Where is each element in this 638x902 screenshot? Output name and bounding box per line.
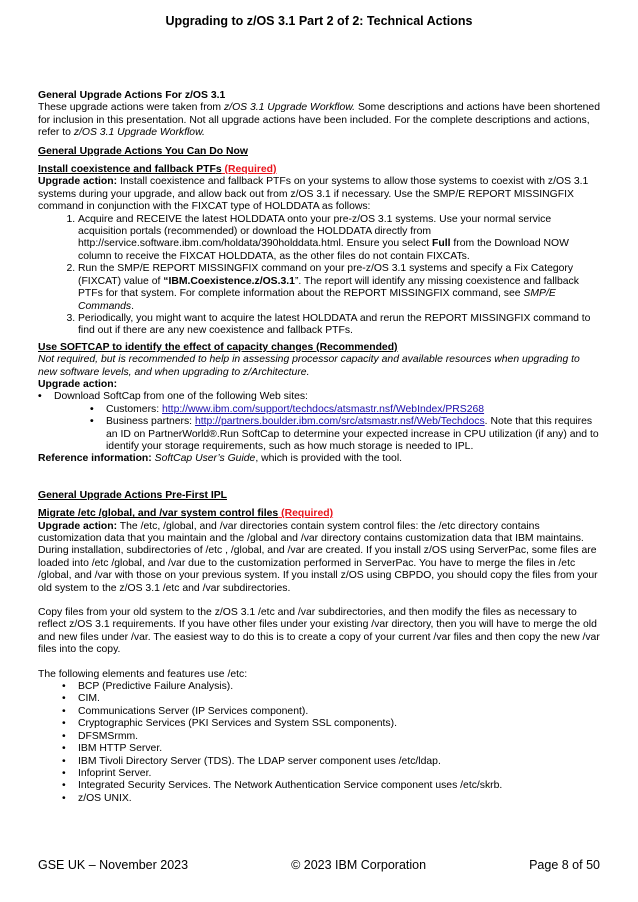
list-item: • Download SoftCap from one of the following Web sites: • Customers: http://www.ibm.com/support/techdocs/atsmastr.nsf/WebIndex/PRS268 • Business partners: http://partners.boulder.ibm.com/src/atsmastr.nsf/Web/Techdocs. Note that this requires an ID on PartnerWorld®.Run SoftCap to determine your expected increase in CPU utilization (if any) and to identify your storage requirements, such as how much storage is needed to IPL.: [38, 391, 600, 453]
list-item: • CIM.: [62, 693, 600, 705]
footer-page-number: Page 8 of 50: [529, 858, 600, 872]
do-now-heading: General Upgrade Actions You Can Do Now: [38, 145, 248, 157]
list-item: 2. Run the SMP/E REPORT MISSINGFIX command on your pre-z/OS 3.1 systems and specify a Fix Category (FIXCAT) value of “IBM.Coexistence.z/OS.3.1”. The report will identify any missing coexistence and fallback PTFs for that system. For complete information about the REPORT MISSINGFIX command, see SMP/E Commands.: [78, 263, 600, 313]
list-item: • Infoprint Server.: [62, 768, 600, 780]
document-body: [38, 90, 600, 805]
list-item: • IBM Tivoli Directory Server (TDS). The LDAP server component uses /etc/ldap.: [62, 756, 600, 768]
etc-list-intro: The following elements and features use /etc:: [38, 668, 248, 680]
list-item: 3. Periodically, you might want to acquire the latest HOLDDATA and rerun the REPORT MISSINGFIX command to find out if there are any new coexistence and fallback PTFs.: [78, 313, 600, 338]
softcap-list: [38, 391, 600, 453]
list-item: • IBM HTTP Server.: [62, 743, 600, 755]
page-header: Upgrading to z/OS 3.1 Part 2 of 2: Technical Actions: [165, 14, 473, 28]
coexist-steps: [38, 214, 600, 338]
list-item: • Cryptographic Services (PKI Services and System SSL components).: [62, 718, 600, 730]
partners-link[interactable]: http://partners.boulder.ibm.com/src/atsmastr.nsf/Web/Techdocs: [194, 416, 485, 428]
coexist-action: Upgrade action: Install coexistence and fallback PTFs on your systems to allow those systems to coexist with z/OS 3.1 systems during your upgrade, and allow back out from z/OS 3.1 if necessary. Use the SMP/E REPORT MISSINGFIX command in conjunction with the FIXCAT type of HOLDDATA as follows:: [38, 176, 589, 213]
list-item: • BCP (Predictive Failure Analysis).: [62, 681, 600, 693]
intro-paragraph: These upgrade actions were taken from z/OS 3.1 Upgrade Workflow. Some descriptions and actions have been shortened for inclusion in this presentation. Not all upgrade actions have been included. For the complete descriptions and actions, refer to z/OS 3.1 Upgrade Workflow.: [38, 102, 600, 139]
customers-link[interactable]: http://www.ibm.com/support/techdocs/atsmastr.nsf/WebIndex/PRS268: [162, 403, 485, 415]
pre-ipl-heading: General Upgrade Actions Pre-First IPL: [38, 489, 227, 501]
list-item: • z/OS UNIX.: [62, 793, 600, 805]
etc-elements-list: [38, 681, 600, 805]
footer-event: GSE UK – November 2023: [38, 858, 189, 872]
list-item: • Integrated Security Services. The Network Authentication Service component uses /etc/skrb.: [62, 780, 600, 792]
section-heading: General Upgrade Actions For z/OS 3.1: [38, 90, 226, 101]
coexist-title: Install coexistence and fallback PTFs (Required): [38, 164, 277, 176]
list-item: • DFSMSrmm.: [62, 731, 600, 743]
list-item: • Communications Server (IP Services component).: [62, 706, 600, 718]
list-item: • Business partners: http://partners.boulder.ibm.com/src/atsmastr.nsf/Web/Techdocs. Note that this requires an ID on PartnerWorld®.Run SoftCap to determine your expected increase in CPU utilization (if any) and to identify your storage requirements, such as how much storage is needed to IPL.: [84, 416, 600, 453]
footer-copyright: © 2023 IBM Corporation: [291, 858, 427, 872]
migrate-title: Migrate /etc /global, and /var system control files (Required): [38, 508, 334, 520]
softcap-note: Not required, but is recommended to help in assessing processor capacity and available resources when upgrading to new software levels, and when upgrading to z/Architecture.: [38, 354, 580, 378]
page-footer: [38, 858, 600, 872]
list-item: 1. Acquire and RECEIVE the latest HOLDDATA onto your pre-z/OS 3.1 systems. Use your normal service acquisition portals (recommended) or download the HOLDDATA directly from http://service.software.ibm.com/holdata/390holddata.html. Ensure you select Full from the Download NOW column to receive the FIXCAT HOLDDATA, as the other files do not contain FIXCATs.: [78, 214, 600, 264]
migrate-paragraph: Copy files from your old system to the z/OS 3.1 /etc and /var subdirectories, and then modify the files as necessary to reflect z/OS 3.1 requirements. If you have other files under your existing /var directory, then you will have to merge the old and new files under /var. The easiest way to do this is to create a copy of your current /var files and then copy the new /var files into the copy.: [38, 607, 600, 656]
softcap-action-label: Upgrade action:: [38, 378, 118, 390]
softcap-reference: Reference information: SoftCap User’s Guide, which is provided with the tool.: [38, 453, 403, 465]
softcap-title: Use SOFTCAP to identify the effect of capacity changes (Recommended): [38, 341, 398, 353]
migrate-action: Upgrade action: The /etc, /global, and /var directories contain system control files: the /etc directory contains customization data that you maintain and the /global and /var directory contains customization data that IBM maintains. During installation, subdirectories of /etc , /global, and /var are created. If you install z/OS using ServerPac, some files are loaded into /etc /global, and /var due to the customization performed in ServerPac. You have to merge the files in /etc /global, and /var with those on your previous system. If you install z/OS using CBPDO, you should copy the files from your old system to the z/OS 3.1 /etc and /var subdirectories.: [38, 520, 598, 594]
list-item: • Customers: http://www.ibm.com/support/techdocs/atsmastr.nsf/WebIndex/PRS268: [84, 404, 600, 416]
